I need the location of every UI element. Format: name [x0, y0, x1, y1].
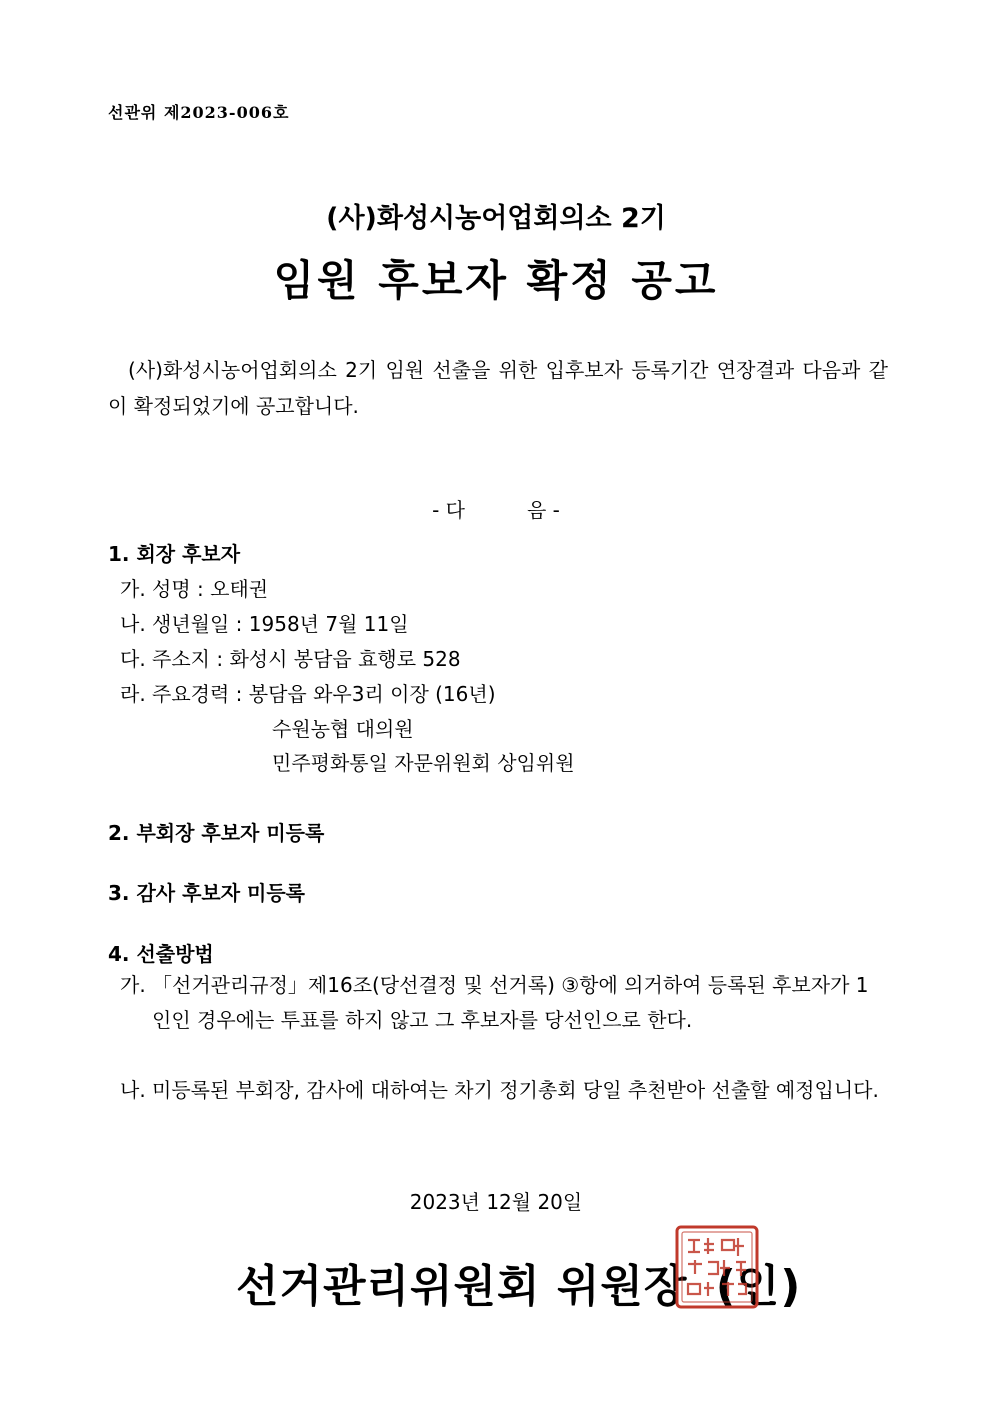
details-divider-heading — [0, 494, 992, 523]
candidate-career: 라. 주요경력 : 봉담읍 와우3리 이장 (16년) — [120, 682, 496, 706]
election-method-a — [120, 968, 880, 1038]
intro-paragraph: (사)화성시농어업회의소 2기 임원 선출을 위한 입후보자 등록기간 연장결과 다음과 같이 확정되었기에 공고합니다. — [108, 358, 888, 418]
notice-subtitle: (사)화성시농어업회의소 2기 — [326, 203, 666, 234]
election-method-b-text: 미등록된 부회장, 감사에 대하여는 차기 정기총회 당일 추천받아 선출할 예정입니다. — [152, 1078, 879, 1102]
divider-left: - 다 — [432, 498, 465, 522]
section-auditor: 3. 감사 후보자 미등록 — [108, 881, 305, 905]
section-vice-president: 2. 부회장 후보자 미등록 — [108, 821, 325, 845]
candidate-name: 가. 성명 : 오태권 — [120, 577, 269, 601]
document-number: 선관위 제2023-006호 — [108, 103, 290, 122]
section-president-candidate: 1. 회장 후보자 — [108, 542, 241, 566]
divider-right: 음 - — [527, 498, 560, 522]
candidate-career-2: 수원농협 대의원 — [272, 717, 414, 741]
election-method-b — [120, 1073, 880, 1108]
candidate-address: 다. 주소지 : 화성시 봉담읍 효행로 528 — [120, 647, 461, 671]
signature-title: 선거관리위원회 위원장 — [236, 1261, 688, 1312]
official-seal-icon — [674, 1224, 760, 1310]
election-method-a-marker: 가. — [120, 973, 146, 997]
notice-title: 임원 후보자 확정 공고 — [273, 256, 719, 305]
candidate-career-3: 민주평화통일 자문위원회 상임위원 — [272, 751, 575, 775]
seal-label: (인) — [715, 1261, 802, 1312]
election-method-a-text: 「선거관리규정」제16조(당선결정 및 선거록) ③항에 의거하여 등록된 후보자가 1인인 경우에는 투표를 하지 않고 그 후보자를 당선인으로 한다. — [152, 973, 869, 1032]
election-method-b-marker: 나. — [120, 1078, 146, 1102]
section-election-method: 4. 선출방법 — [108, 942, 214, 966]
candidate-birthdate: 나. 생년월일 : 1958년 7월 11일 — [120, 612, 409, 636]
notice-date: 2023년 12월 20일 — [409, 1190, 583, 1214]
